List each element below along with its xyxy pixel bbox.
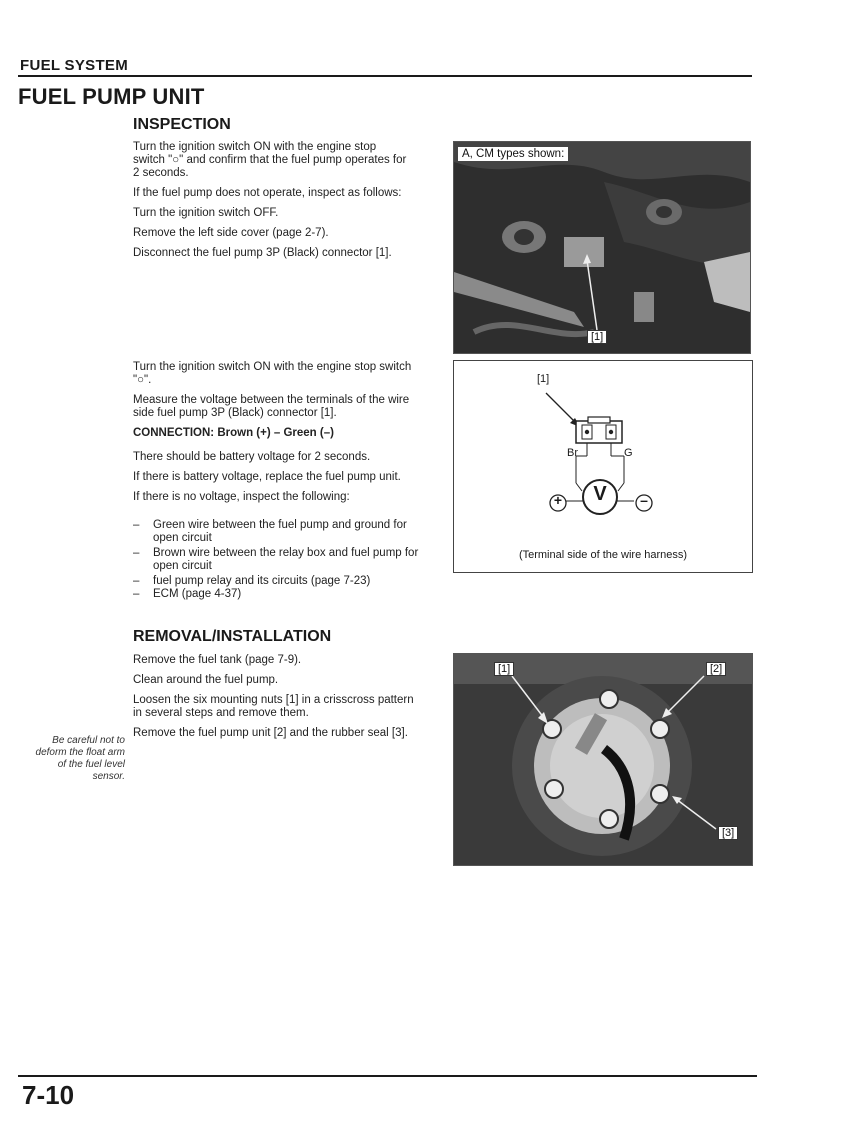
- text-line: If the fuel pump does not operate, inspect as follows:: [133, 187, 402, 199]
- voltmeter-symbol: V: [593, 483, 607, 505]
- bullet-dash: –: [133, 519, 140, 531]
- page-title: FUEL PUMP UNIT: [18, 84, 205, 109]
- list-item-text: ECM (page 4-37): [153, 587, 242, 600]
- removal-heading: REMOVAL/INSTALLATION: [133, 628, 332, 645]
- photo-callout: [1]: [587, 330, 607, 344]
- text-line: switch "○" and confirm that the fuel pump operates for: [133, 154, 407, 166]
- inspection-text: [133, 141, 445, 260]
- fuel-pump-photo-art: [454, 654, 752, 865]
- text-line: Disconnect the fuel pump 3P (Black) connector [1].: [133, 247, 392, 259]
- text-line: Turn the ignition switch OFF.: [133, 207, 279, 219]
- bullet-dash: –: [133, 575, 140, 587]
- connector-diagram: [453, 360, 753, 573]
- list-item-text: Green wire between the fuel pump and ground for: [153, 519, 407, 531]
- side-note-line: of the fuel level: [57, 759, 125, 770]
- text-line: Remove the fuel tank (page 7-9).: [133, 654, 302, 666]
- side-note-line: deform the float arm: [35, 747, 125, 758]
- text-line: If there is no voltage, inspect the following:: [133, 491, 350, 503]
- list-item: [133, 519, 447, 544]
- rubber-seal-callout: [3]: [718, 826, 738, 840]
- list-item-text: open circuit: [153, 559, 212, 572]
- connector-diagram-art: [454, 361, 752, 572]
- footer-rule: [18, 1075, 757, 1077]
- photo-label: A, CM types shown:: [457, 146, 569, 162]
- measure-text: [133, 361, 447, 511]
- plus-symbol: +: [553, 492, 563, 508]
- diagram-callout: [1]: [537, 373, 550, 385]
- terminal-green-label: G: [624, 447, 633, 459]
- terminal-brown-label: Br: [567, 447, 578, 459]
- text-line: Clean around the fuel pump.: [133, 674, 279, 686]
- connector-photo: [453, 141, 751, 354]
- list-item: [133, 588, 447, 601]
- list-item-text: open circuit: [153, 531, 212, 544]
- text-line: side fuel pump 3P (Black) connector [1].: [133, 407, 337, 419]
- list-item: [133, 575, 447, 588]
- page-number: 7-10: [22, 1080, 75, 1110]
- text-line: Loosen the six mounting nuts [1] in a crisscross pattern: [133, 694, 414, 706]
- connector-photo-art: [454, 142, 750, 353]
- list-item: [133, 547, 447, 572]
- text-line: in several steps and remove them.: [133, 707, 309, 719]
- side-note-line: Be careful not to: [52, 735, 125, 746]
- header-rule: [18, 75, 752, 77]
- pump-unit-callout: [2]: [706, 662, 726, 676]
- inspection-heading: INSPECTION: [133, 116, 231, 133]
- text-line: If there is battery voltage, replace the fuel pump unit.: [133, 471, 401, 483]
- list-item-text: Brown wire between the relay box and fuel pump for: [153, 547, 419, 559]
- text-line: Measure the voltage between the terminals of the wire: [133, 394, 410, 406]
- text-line: There should be battery voltage for 2 seconds.: [133, 451, 371, 463]
- side-note-line: sensor.: [92, 771, 125, 782]
- text-line: Turn the ignition switch ON with the engine stop switch: [133, 361, 412, 373]
- text-line: Remove the left side cover (page 2-7).: [133, 227, 329, 239]
- connection-spec: CONNECTION: Brown (+) – Green (–): [133, 427, 334, 439]
- section-header: FUEL SYSTEM: [20, 57, 129, 74]
- bullet-dash: –: [133, 547, 140, 559]
- text-line: Turn the ignition switch ON with the engine stop: [133, 141, 377, 153]
- diagram-caption: (Terminal side of the wire harness): [518, 549, 688, 561]
- text-line: 2 seconds.: [133, 167, 189, 179]
- minus-symbol: –: [640, 492, 648, 508]
- text-line: "○".: [133, 374, 152, 386]
- removal-text: [133, 654, 449, 740]
- nuts-callout: [1]: [494, 662, 514, 676]
- bullet-dash: –: [133, 587, 140, 600]
- list-item-text: fuel pump relay and its circuits (page 7-23): [153, 575, 371, 587]
- text-line: Remove the fuel pump unit [2] and the rubber seal [3].: [133, 727, 408, 739]
- fuel-pump-photo: [453, 653, 753, 866]
- side-note: [10, 735, 125, 783]
- check-list: [133, 519, 447, 600]
